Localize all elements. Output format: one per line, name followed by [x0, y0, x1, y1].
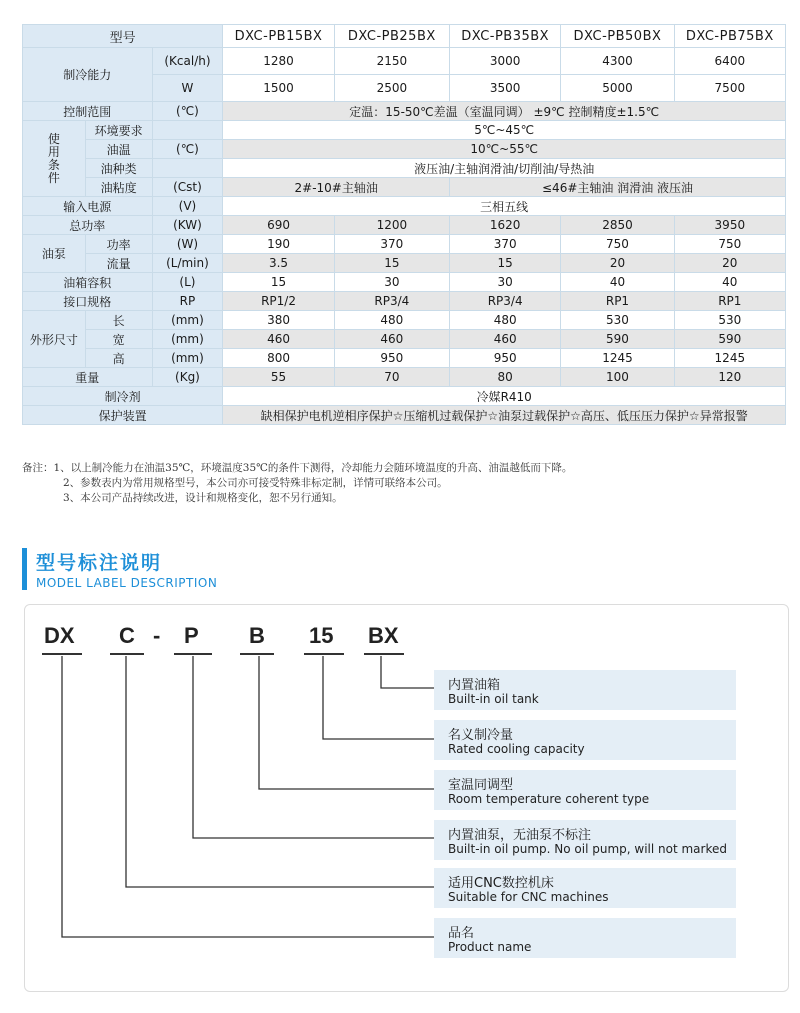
table-cell: 3.5 [223, 254, 334, 273]
label-box-room-temp [434, 770, 736, 810]
table-cell: 460 [450, 330, 561, 349]
sub-label: 环境要求 [85, 121, 152, 140]
sub-label: 宽 [85, 330, 152, 349]
connector-line [62, 656, 434, 937]
table-cell: 3950 [674, 216, 785, 235]
table-cell: 冷媒R410 [223, 387, 786, 406]
unit-cell: (℃) [152, 140, 223, 159]
connector-line [259, 656, 434, 789]
code-part-bx: BX [368, 623, 399, 648]
table-cell: 1200 [334, 216, 449, 235]
model-name: DXC-PB25BX [334, 25, 449, 48]
model-header-label: 型号 [23, 25, 223, 48]
label-en: Built-in oil tank [448, 692, 539, 706]
model-name: DXC-PB50BX [561, 25, 674, 48]
table-cell: 80 [450, 368, 561, 387]
unit-cell: (mm) [152, 311, 223, 330]
table-cell: 1245 [561, 349, 674, 368]
table-cell: 370 [450, 235, 561, 254]
row-label: 接口规格 [23, 292, 153, 311]
table-cell: 3500 [450, 75, 561, 102]
row-label: 输入电源 [23, 197, 153, 216]
code-part-15: 15 [309, 623, 334, 648]
connector-line [381, 656, 434, 688]
sub-label: 油温 [85, 140, 152, 159]
table-cell: 590 [674, 330, 785, 349]
table-cell: RP3/4 [450, 292, 561, 311]
table-cell: 2500 [334, 75, 449, 102]
table-cell: 40 [674, 273, 785, 292]
table-cell: 2850 [561, 216, 674, 235]
table-cell: 缺相保护电机逆相序保护☆压缩机过载保护☆油泵过载保护☆高压、低压压力保护☆异常报警 [223, 406, 786, 425]
note-line: 备注：1、以上制冷能力在油温35℃，环境温度35℃的条件下测得，冷却能力会随环境温度的升高、油温越低而下降。 [22, 462, 573, 474]
label-box-oil-tank [434, 670, 736, 710]
table-cell: 690 [223, 216, 334, 235]
table-cell: 7500 [674, 75, 785, 102]
label-zh: 室温同调型 [448, 778, 514, 793]
row-label: 保护装置 [23, 406, 223, 425]
row-label: 控制范围 [23, 102, 153, 121]
unit-cell: (KW) [152, 216, 223, 235]
table-cell: RP1 [674, 292, 785, 311]
label-box-cnc [434, 868, 736, 908]
unit-cell: (W) [152, 235, 223, 254]
unit-cell: W [152, 75, 223, 102]
unit-cell: (mm) [152, 349, 223, 368]
table-cell: 55 [223, 368, 334, 387]
sub-label: 功率 [85, 235, 152, 254]
sub-label: 长 [85, 311, 152, 330]
row-label: 油泵 [23, 235, 86, 273]
table-cell: 30 [450, 273, 561, 292]
row-label: 总功率 [23, 216, 153, 235]
label-box-cooling-capacity [434, 720, 736, 760]
table-cell: 6400 [674, 48, 785, 75]
unit-cell: (V) [152, 197, 223, 216]
table-cell: 750 [674, 235, 785, 254]
table-cell: 590 [561, 330, 674, 349]
table-cell: 800 [223, 349, 334, 368]
table-cell: 750 [561, 235, 674, 254]
table-cell: 100 [561, 368, 674, 387]
table-cell: 15 [223, 273, 334, 292]
table-cell: 460 [223, 330, 334, 349]
table-cell: 15 [450, 254, 561, 273]
table-cell: 2150 [334, 48, 449, 75]
unit-cell: (℃) [152, 102, 223, 121]
table-cell: 10℃~55℃ [223, 140, 786, 159]
table-cell: 20 [561, 254, 674, 273]
unit-cell: (Cst) [152, 178, 223, 197]
table-cell: 2#-10#主轴油 [223, 178, 450, 197]
code-part-dx: DX [44, 623, 75, 648]
unit-cell: (Kg) [152, 368, 223, 387]
label-zh: 品名 [448, 926, 475, 941]
sub-label: 油种类 [85, 159, 152, 178]
unit-cell: (L/min) [152, 254, 223, 273]
note-line: 2、参数表内为常用规格型号，本公司亦可接受特殊非标定制，详情可联络本公司。 [63, 477, 448, 489]
table-cell: 950 [334, 349, 449, 368]
label-en: Built-in oil pump. No oil pump, will not marked [448, 842, 727, 856]
table-cell: 70 [334, 368, 449, 387]
connector-line [126, 656, 434, 887]
model-name: DXC-PB15BX [223, 25, 334, 48]
section-subtitle: MODEL LABEL DESCRIPTION [36, 576, 218, 590]
connector-line [193, 656, 434, 838]
table-cell: 380 [223, 311, 334, 330]
label-zh: 内置油泵，无油泵不标注 [448, 828, 592, 843]
table-cell: 480 [450, 311, 561, 330]
section-title: 型号标注说明 [36, 552, 163, 574]
row-label: 外形尺寸 [23, 311, 86, 368]
unit-cell: RP [152, 292, 223, 311]
table-cell: RP3/4 [334, 292, 449, 311]
table-cell: 370 [334, 235, 449, 254]
table-cell: 5000 [561, 75, 674, 102]
table-cell: RP1 [561, 292, 674, 311]
table-cell: 120 [674, 368, 785, 387]
code-part-c: C [119, 623, 135, 648]
unit-cell: (L) [152, 273, 223, 292]
label-box-oil-pump [434, 820, 736, 860]
table-cell: 15 [334, 254, 449, 273]
table-cell: 20 [674, 254, 785, 273]
label-en: Room temperature coherent type [448, 792, 650, 806]
table-cell: 530 [561, 311, 674, 330]
label-zh: 内置油箱 [448, 678, 501, 693]
unit-cell: (mm) [152, 330, 223, 349]
table-cell: 460 [334, 330, 449, 349]
table-cell: 1500 [223, 75, 334, 102]
table-cell: 950 [450, 349, 561, 368]
table-cell: 40 [561, 273, 674, 292]
table-cell: 3000 [450, 48, 561, 75]
table-cell: 1245 [674, 349, 785, 368]
table-cell: 480 [334, 311, 449, 330]
table-cell: 5℃~45℃ [223, 121, 786, 140]
label-box-product-name [434, 918, 736, 958]
table-cell: 1620 [450, 216, 561, 235]
row-label-conditions: 使 用 条 件 [23, 121, 86, 197]
label-en: Suitable for CNC machines [448, 890, 609, 904]
code-part-dash: - [153, 623, 161, 648]
table-cell: 4300 [561, 48, 674, 75]
sub-label: 油粘度 [85, 178, 152, 197]
table-cell: 液压油/主轴润滑油/切削油/导热油 [223, 159, 786, 178]
model-name: DXC-PB35BX [450, 25, 561, 48]
sub-label: 流量 [85, 254, 152, 273]
table-cell: ≤46#主轴油 润滑油 液压油 [450, 178, 786, 197]
label-en: Product name [448, 940, 532, 954]
model-name: DXC-PB75BX [674, 25, 785, 48]
code-part-b: B [249, 623, 265, 648]
table-cell: 530 [674, 311, 785, 330]
table-cell: 定温：15-50℃差温（室温同调） ±9℃ 控制精度±1.5℃ [223, 102, 786, 121]
row-label: 重量 [23, 368, 153, 387]
row-label: 制冷剂 [23, 387, 223, 406]
connector-line [323, 656, 434, 739]
label-en: Rated cooling capacity [448, 742, 585, 756]
label-zh: 适用CNC数控机床 [448, 876, 554, 891]
sub-label: 高 [85, 349, 152, 368]
table-cell: RP1/2 [223, 292, 334, 311]
row-label: 制冷能力 [23, 48, 153, 102]
table-cell: 1280 [223, 48, 334, 75]
code-part-p: P [184, 623, 199, 648]
row-label: 油箱容积 [23, 273, 153, 292]
label-zh: 名义制冷量 [448, 728, 514, 743]
table-cell: 190 [223, 235, 334, 254]
note-line: 3、本公司产品持续改进，设计和规格变化，恕不另行通知。 [63, 492, 343, 504]
table-cell: 30 [334, 273, 449, 292]
table-cell: 三相五线 [223, 197, 786, 216]
unit-cell: (Kcal/h) [152, 48, 223, 75]
